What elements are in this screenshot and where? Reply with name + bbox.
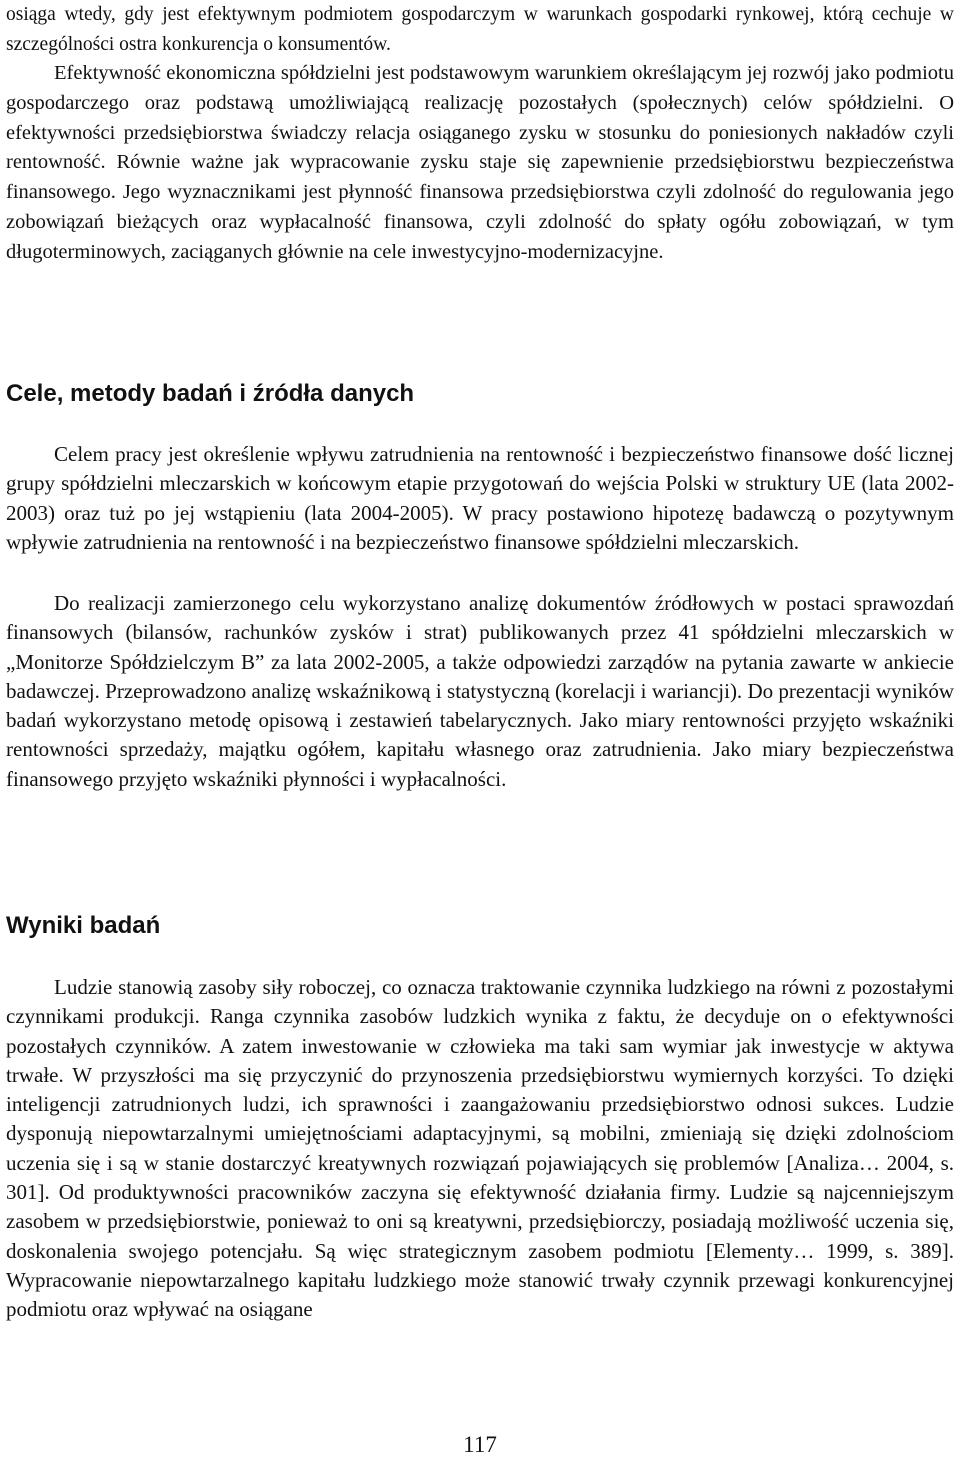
results-paragraph-1: Ludzie stanowią zasoby siły roboczej, co oznacza traktowanie czynnika ludzkiego na równi z pozostałymi czynnikami produkcji. Ranga czynnika zasobów ludzkich wynika z faktu, że decyduje on o efektywności pozostałych czynników. A zatem inwestowanie w człowieka ma taki sam wymiar jak inwestycje w aktywa trwałe. W przyszłości ma się przyczynić do przynoszenia przedsiębiorstwu wymiernych korzyści. To dzięki inteligencji zatrudnionych ludzi, ich sprawności i zaangażowaniu przedsiębiorstwo odnosi sukces. Ludzie dysponują niepowtarzalnymi umiejętnościami adaptacyjnymi, są mobilni, zmieniają się dzięki zdolnościom uczenia się i są w stanie dostarczyć kreatywnych rozwiązań pojawiających się problemów [Analiza… 2004, s. 301]. Od produktywności pracowników zaczyna się efektywność działania firmy. Ludzie są najcenniejszym zasobem w przedsiębiorstwie, ponieważ to oni są kreatywni, przedsiębiorczy, posiadają możliwość uczenia się, doskonalenia swojego potencjału. Są więc strategicznym zasobem podmiotu [Elementy… 1999, s. 389]. Wypracowanie niepowtarzalnego kapitału ludzkiego może stanowić trwały czynnik przewagi konkurencyjnej podmiotu oraz wpływać na osiągane	[6, 975, 954, 1322]
methods-paragraph-1: Celem pracy jest określenie wpływu zatrudnienia na rentowność i bezpieczeństwo finansowe dość licznej grupy spółdzielni mleczarskich w końcowym etapie przygotowań do wejścia Polski w struktury UE (lata 2002-2003) oraz tuż po jej wstąpieniu (lata 2004-2005). W pracy postawiono hipotezę badawczą o pozytywnym wpływie zatrudnienia na rentowność i na bezpieczeństwo finansowe spółdzielni mleczarskich.	[6, 442, 954, 554]
methods-paragraph-2: Do realizacji zamierzonego celu wykorzystano analizę dokumentów źródłowych w postaci sprawozdań finansowych (bilansów, rachunków zysków i strat) publikowanych przez 41 spółdzielni mleczarskich w „Monitorze Spółdzielczym B” za lata 2002-2005, a także odpowiedzi zarządów na pytania zawarte w ankiecie badawczej. Przeprowadzono analizę wskaźnikową i statystyczną (korelacji i wariancji). Do prezentacji wyników badań wykorzystano metodę opisową i zestawień tabelarycznych. Jako miary rentowności przyjęto wskaźniki rentowności sprzedaży, majątku ogółem, kapitału własnego oraz zatrudnienia. Jako miary bezpieczeństwa finansowego przyjęto wskaźniki płynności i wypłacalności.	[6, 591, 954, 791]
section-heading-methods: Cele, metody badań i źródła danych	[6, 380, 415, 407]
intro-paragraph: Efektywność ekonomiczna spółdzielni jest podstawowym warunkiem określającym jej rozwój jako podmiotu gospodarczego oraz podstawą umożliwiającą realizację pozostałych (społecznych) celów spółdzielni. O efektywności przedsiębiorstwa świadczy relacja osiąganego zysku w stosunku do poniesionych nakładów czyli rentowność. Równie ważne jak wypracowanie zysku staje się zapewnienie przedsiębiorstwu bezpieczeństwa finansowego. Jego wyznacznikami jest płynność finansowa przedsiębiorstwa czyli zdolność do regulowania jego zobowiązań bieżących oraz wypłacalność finansowa, czyli zdolność do spłaty ogółu zobowiązań, w tym długoterminowych, zaciąganych głównie na cele inwestycyjno-modernizacyjne.	[6, 62, 954, 263]
intro-line: osiąga wtedy, gdy jest efektywnym podmiotem gospodarczym w warunkach gospodarki rynkowej, którą cechuje w szczególności ostra konkurencja o konsumentów.	[6, 4, 954, 55]
section-heading-results: Wyniki badań	[6, 912, 161, 939]
page-number: 117	[463, 1432, 497, 1457]
